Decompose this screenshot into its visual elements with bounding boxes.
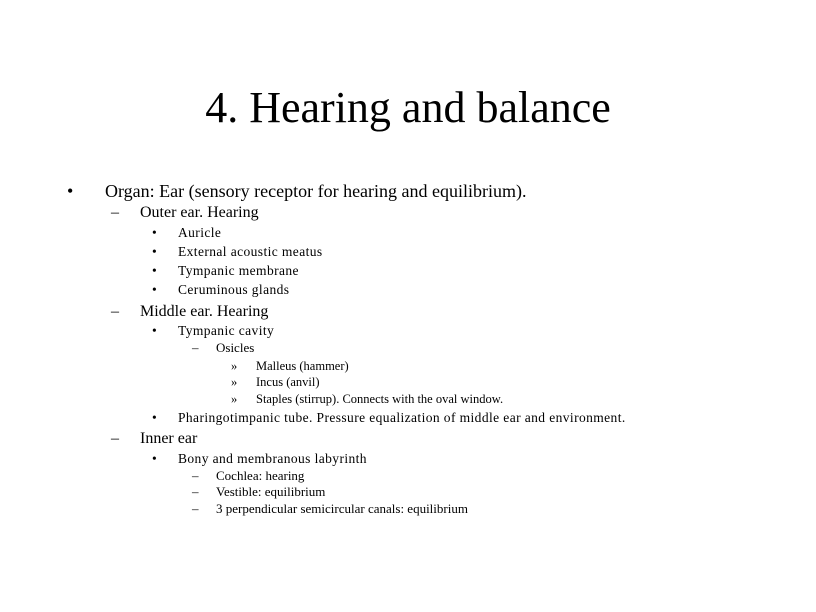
chevron-l5: » bbox=[231, 359, 238, 373]
labyrinth: Bony and membranous labyrinth bbox=[178, 451, 367, 466]
inner-ear-heading: Inner ear bbox=[140, 430, 198, 447]
dash-l4: – bbox=[192, 468, 199, 483]
outer-ear-item: Tympanic membrane bbox=[178, 263, 299, 278]
slide-title: 4. Hearing and balance bbox=[205, 83, 611, 132]
inner-ear-item: 3 perpendicular semicircular canals: equilibrium bbox=[216, 501, 468, 516]
bullet-l3: • bbox=[152, 244, 158, 259]
dash-l4: – bbox=[192, 340, 199, 355]
dash-outer-ear: – bbox=[111, 204, 119, 221]
bullet-l1: • bbox=[67, 181, 74, 201]
chevron-l5: » bbox=[231, 392, 238, 406]
dash-middle-ear: – bbox=[111, 303, 119, 320]
outer-ear-item: Auricle bbox=[178, 225, 222, 240]
ossicle-item: Malleus (hammer) bbox=[256, 359, 349, 373]
middle-ear-heading: Middle ear. Hearing bbox=[140, 303, 269, 320]
bullet-l3: • bbox=[152, 225, 158, 240]
dash-l4: – bbox=[192, 501, 199, 516]
pharyngotympanic-tube: Pharingotimpanic tube. Pressure equalization of middle ear and environment. bbox=[178, 410, 626, 425]
outer-ear-item: External acoustic meatus bbox=[178, 244, 323, 259]
dash-inner-ear: – bbox=[111, 430, 119, 447]
ossicle-item: Incus (anvil) bbox=[256, 375, 320, 389]
inner-ear-item: Vestible: equilibrium bbox=[216, 484, 326, 499]
outer-ear-item: Ceruminous glands bbox=[178, 282, 290, 297]
bullet-l3: • bbox=[152, 323, 158, 338]
dash-l4: – bbox=[192, 484, 199, 499]
bullet-l3: • bbox=[152, 282, 158, 297]
bullet-l3: • bbox=[152, 263, 158, 278]
tympanic-cavity: Tympanic cavity bbox=[178, 323, 275, 338]
organ-text: Organ: Ear (sensory receptor for hearing and equilibrium). bbox=[105, 181, 527, 201]
bullet-l3: • bbox=[152, 410, 158, 425]
ossicle-item: Staples (stirrup). Connects with the oval window. bbox=[256, 392, 504, 406]
bullet-l3: • bbox=[152, 451, 158, 466]
ossicles-heading: Osicles bbox=[216, 340, 255, 355]
chevron-l5: » bbox=[231, 375, 238, 389]
inner-ear-item: Cochlea: hearing bbox=[216, 468, 305, 483]
outer-ear-heading: Outer ear. Hearing bbox=[140, 204, 259, 221]
